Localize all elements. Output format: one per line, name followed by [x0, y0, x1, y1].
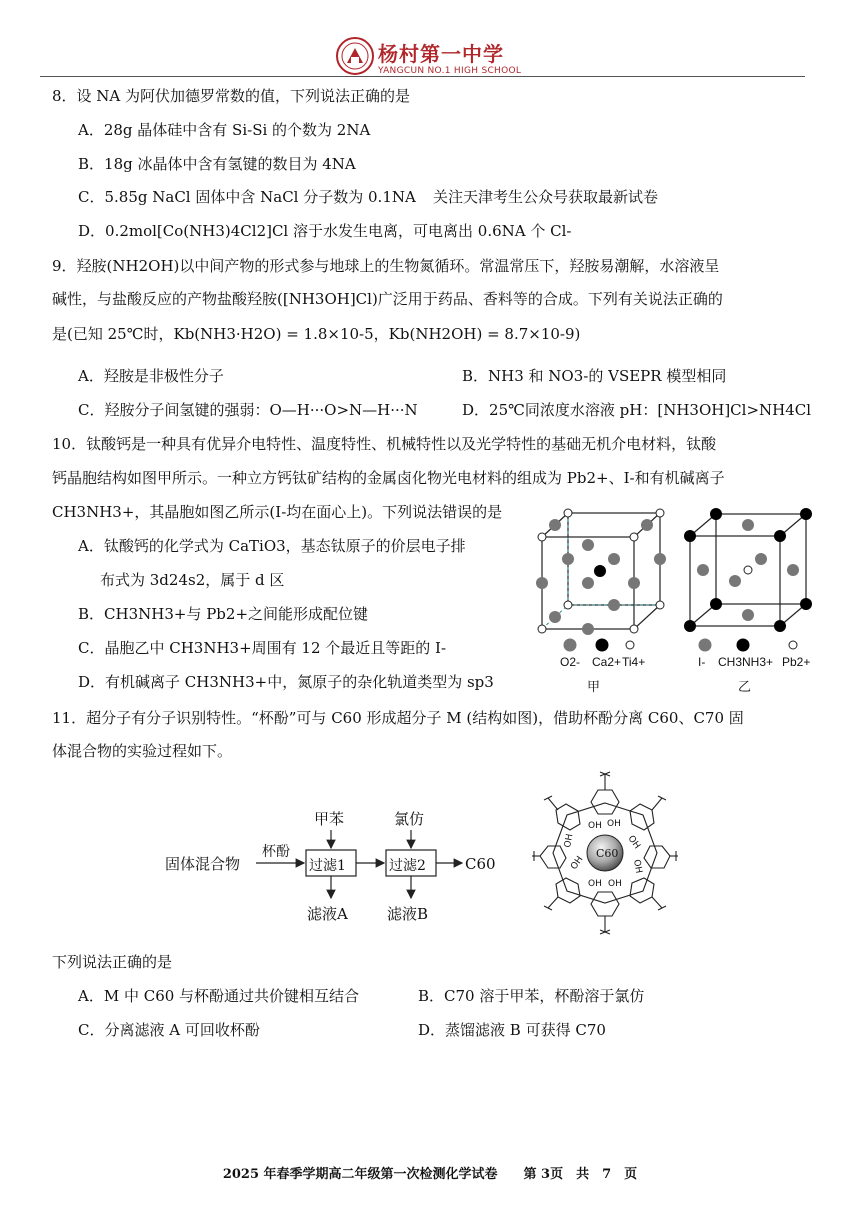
yi-legend-markers [695, 636, 815, 654]
flow-toluene-label: 甲苯 [314, 810, 345, 828]
q11-option-a: A．M 中 C60 与杯酚通过共价键相互结合 [78, 987, 360, 1005]
q11-stem-line1: 11．超分子有分子识别特性。“杯酚”可与 C60 形成超分子 M (结构如图)，借助杯酚分离 C60、C70 固 [52, 709, 744, 727]
jia-legend-ti: Ti4+ [622, 655, 646, 669]
school-name-en: YANGCUN NO.1 HIGH SCHOOL [378, 66, 522, 76]
school-seal-logo [335, 36, 375, 76]
c60-center-label: C60 [596, 847, 619, 860]
oh-label: OH [588, 821, 602, 831]
q11-option-c: C．分离滤液 A 可回收杯酚 [78, 1021, 260, 1039]
school-logo-text [378, 38, 521, 76]
oh-label: OH [569, 854, 586, 872]
q8-option-c: C．5.85g NaCl 固体中含 NaCl 分子数为 0.1NA [78, 188, 416, 206]
flow-step-filter1: 过滤1 [309, 858, 346, 874]
q10-option-b: B．CH3NH3+与 Pb2+之间能形成配位键 [78, 605, 369, 623]
q9-option-d: D．25℃同浓度水溶液 pH：[NH3OH]Cl>NH4Cl [462, 401, 812, 419]
q11-option-b: B．C70 溶于甲苯，杯酚溶于氯仿 [418, 987, 645, 1005]
oh-label: OH [625, 833, 642, 852]
q9-stem-line3: 是(已知 25℃时，Kb(NH3·H2O) = 1.8×10-5，Kb(NH2OH) = 8.7×10-9) [52, 325, 581, 343]
figure-yi-caption: 乙 [738, 680, 752, 695]
q10-stem-line1: 10．钛酸钙是一种具有优异介电特性、温度特性、机械特性以及光学特性的基础无机介电材料，钛酸 [52, 435, 717, 453]
crystal-cell-yi-figure [680, 508, 815, 633]
figure-jia-caption: 甲 [587, 680, 601, 695]
q11-ask: 下列说法正确的是 [52, 953, 173, 971]
oh-label: OH [588, 879, 602, 889]
jia-legend-ca: Ca2+ [592, 655, 622, 669]
school-name-cn: 杨村第一中学 [378, 42, 504, 66]
flow-end-product: C60 [465, 855, 496, 873]
q11-stem-line2: 体混合物的实验过程如下。 [52, 742, 233, 760]
q10-stem-line2: 钙晶胞结构如图甲所示。一种立方钙钛矿结构的金属卤化物光电材料的组成为 Pb2+、I-和有机碱离子 [52, 469, 725, 487]
header-rule [40, 76, 805, 77]
yi-legend-ch3nh3: CH3NH3+ [718, 655, 774, 669]
q10-option-a-line1: A．钛酸钙的化学式为 CaTiO3，基态钛原子的价层电子排 [78, 537, 466, 555]
oh-label: OH [608, 879, 622, 889]
q9-option-a: A．羟胺是非极性分子 [78, 367, 224, 385]
q8-option-d: D．0.2mol[Co(NH3)4Cl2]Cl 溶于水发生电离，可电离出 0.6NA 个 Cl- [78, 222, 572, 240]
yi-legend-i: I- [698, 655, 706, 669]
flow-start-label: 固体混合物 [165, 855, 241, 873]
q10-option-c: C．晶胞乙中 CH3NH3+周围有 12 个最近且等距的 I- [78, 639, 447, 657]
q10-option-a-line2: 布式为 3d24s2，属于 d 区 [100, 571, 285, 589]
q8-option-b: B．18g 冰晶体中含有氢键的数目为 4NA [78, 155, 356, 173]
oh-label: OH [563, 833, 576, 849]
crystal-cell-jia-figure [530, 505, 670, 655]
jia-legend-o: O2- [560, 655, 581, 669]
flow-chloroform-label: 氯仿 [394, 810, 425, 828]
q8-option-a: A．28g 晶体硅中含有 Si-Si 的个数为 2NA [78, 121, 371, 139]
q8-option-c-note: 关注天津考生公众号获取最新试卷 [433, 188, 659, 206]
q9-stem-line2: 碱性，与盐酸反应的产物盐酸羟胺([NH3OH]Cl)广泛用于药品、香料等的合成。下列有关说法正确的 [52, 290, 723, 308]
flow-reagent-calixarene: 杯酚 [262, 844, 290, 860]
flow-step-filter2: 过滤2 [389, 858, 426, 874]
q8-stem: 8．设 NA 为阿伏加德罗常数的值，下列说法正确的是 [52, 87, 411, 105]
oh-label: OH [607, 819, 621, 829]
jia-legend-markers [560, 636, 680, 654]
q9-option-c: C．羟胺分子间氢键的强弱：O—H···O>N—H···N [78, 401, 418, 419]
flow-filtrate-b: 滤液B [387, 905, 429, 923]
flow-filtrate-a: 滤液A [307, 905, 348, 923]
yi-legend-pb: Pb2+ [782, 655, 811, 669]
q9-stem-line1: 9．羟胺(NH2OH)以中间产物的形式参与地球上的生物氮循环。常温常压下，羟胺易潮解，水溶液呈 [52, 257, 720, 275]
q9-option-b: B．NH3 和 NO3-的 VSEPR 模型相同 [462, 367, 727, 385]
q10-option-d: D．有机碱离子 CH3NH3+中，氮原子的杂化轨道类型为 sp3 [78, 673, 494, 691]
oh-label: OH [631, 858, 644, 875]
q11-option-d: D．蒸馏滤液 B 可获得 C70 [418, 1021, 606, 1039]
q10-stem-line3: CH3NH3+，其晶胞如图乙所示(I-均在面心上)。下列说法错误的是 [52, 503, 503, 521]
supermolecule-m-structure [530, 768, 680, 938]
page-footer: 2025 年春季学期高二年级第一次检测化学试卷 第 3页 共 7 页 [222, 1167, 638, 1182]
